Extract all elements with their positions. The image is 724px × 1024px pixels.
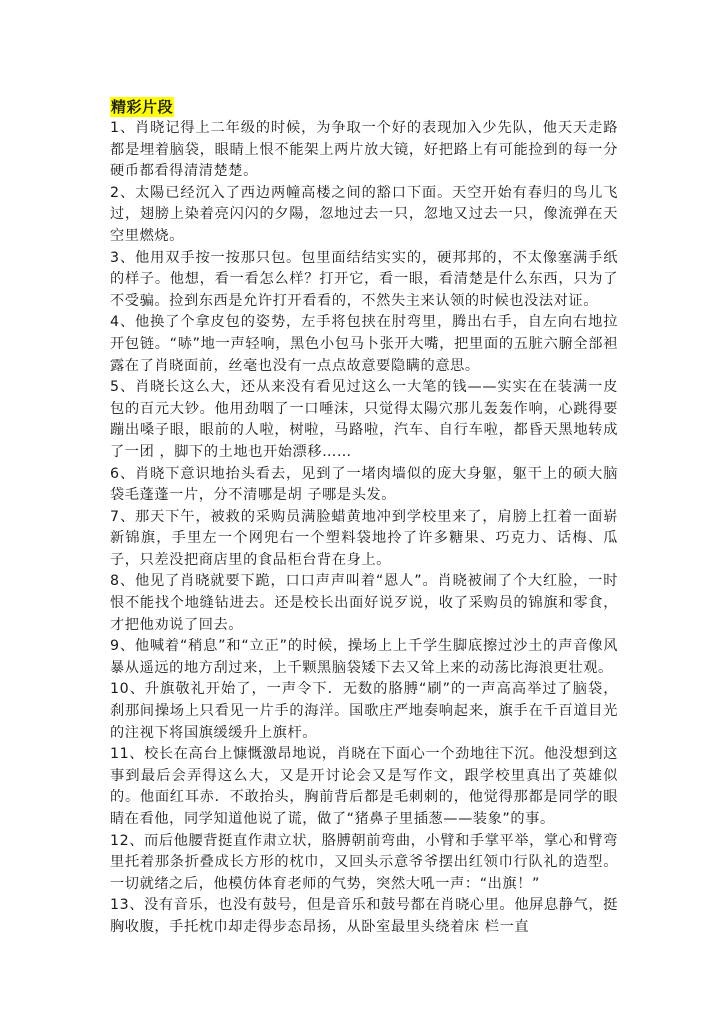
paragraph-11: 11、校长在高台上慷慨激昂地说，肖晓在下面心一个劲地往下沉。他没想到这事到最后会弄得这么大，又是开讨论会又是写作文，跟学校里真出了英雄似的。他面红耳赤．不敢抬头，胸前背后都是毛刺刺的，他觉得那都是同学的眼睛在看他，同学知道他说了谎，做了“猪鼻子里插葱——装象”的事。	[110, 746, 618, 827]
paragraph-12: 12、而后他腰背挺直作肃立状，胳膊朝前弯曲，小臂和手掌平举，掌心和臂弯里托着那条折叠成长方形的枕巾，又回头示意爷爷摆出红领巾行队礼的造型。一切就绪之后，他模仿体育老师的气势，突然大吼一声：“出旗！”	[110, 832, 618, 892]
paragraph-8: 8、他见了肖晓就要下跪，口口声声叫着“恩人”。肖晓被闹了个大红脸，一时恨不能找个地缝钻进去。还是校长出面好说歹说，收了采购员的锦旗和零食，才把他劝说了回去。	[110, 573, 618, 633]
paragraph-6: 6、肖晓下意识地抬头看去，见到了一堵肉墙似的庞大身躯，躯干上的硕大脑袋毛蓬蓬一片，分不清哪是胡 子哪是头发。	[110, 465, 618, 504]
paragraph-13: 13、没有音乐，也没有鼓号，但是音乐和鼓号都在肖晓心里。他屏息静气，挺胸收腹，手托枕巾却走得步态昂扬，从卧室最里头绕着床 栏一直	[110, 897, 618, 935]
paragraph-4: 4、他换了个拿皮包的姿势，左手将包挟在肘弯里，腾出右手，自左向右地拉开包链。“哧”地一声轻响，黑色小包马卜张开大嘴，把里面的五脏六腑全部袒露在了肖晓面前，丝毫也没有一点点故意要隐瞒的意思。	[110, 314, 618, 374]
paragraph-9: 9、他喊着“稍息”和“立正”的时候，操场上上千学生脚底擦过沙土的声音像风暴从遥远的地方刮过来，上千颗黑脑袋矮下去又耸上来的动荡比海浪更壮观。	[110, 638, 618, 676]
paragraph-3: 3、他用双手按一按那只包。包里面结结实实的，硬邦邦的，不太像塞满手纸的样子。他想，看一看怎么样？打开它，看一眼，看清楚是什么东西，只为了不受骗。捡到东西是允许打开看看的，不然失主来认领的时候也没法对证。	[110, 249, 618, 309]
paragraph-1: 1、肖晓记得上二年级的时候，为争取一个好的表现加入少先队，他天天走路都是埋着脑袋，眼睛上恨不能架上两片放大镜，好把路上有可能捡到的每一分硬币都看得清清楚楚。	[110, 120, 618, 180]
paragraph-10: 10、升旗敬礼开始了，一声令下．无数的胳膊“刷”的一声高高举过了脑袋，刹那间操场上只看见一片手的海洋。国歌庄严地奏响起来，旗手在千百道目光的注视下将国旗缓缓升上旗杆。	[110, 681, 618, 741]
document-body	[110, 96, 618, 939]
section-heading: 精彩片段	[111, 98, 174, 116]
paragraph-5: 5、肖晓长这么大，还从来没有看见过这么一大笔的钱——实实在在装满一皮包的百元大钞。他用劲咽了一口唾沫，只觉得太陽穴那儿轰轰作响，心跳得要蹦出嗓子眼，眼前的人啦，树啦，马路啦，汽车、自行车啦，都昏天黑地转成了一团 ，脚下的土地也开始漂移……	[110, 379, 618, 460]
heading-wrap	[110, 96, 618, 118]
paragraph-2: 2、太陽已经沉入了西边两幢高楼之间的豁口下面。天空开始有春归的鸟儿飞过，翅膀上染着亮闪闪的夕陽，忽地过去一只，忽地又过去一只，像流弹在天空里燃烧。	[110, 184, 618, 244]
paragraph-7: 7、那天下午，被救的采购员满脸蜡黄地冲到学校里来了，肩膀上扛着一面崭新锦旗，手里左一个网兜右一个塑料袋地拎了许多糖果、巧克力、话梅、瓜子，只差没把商店里的食品柜台背在身上。	[110, 508, 618, 568]
